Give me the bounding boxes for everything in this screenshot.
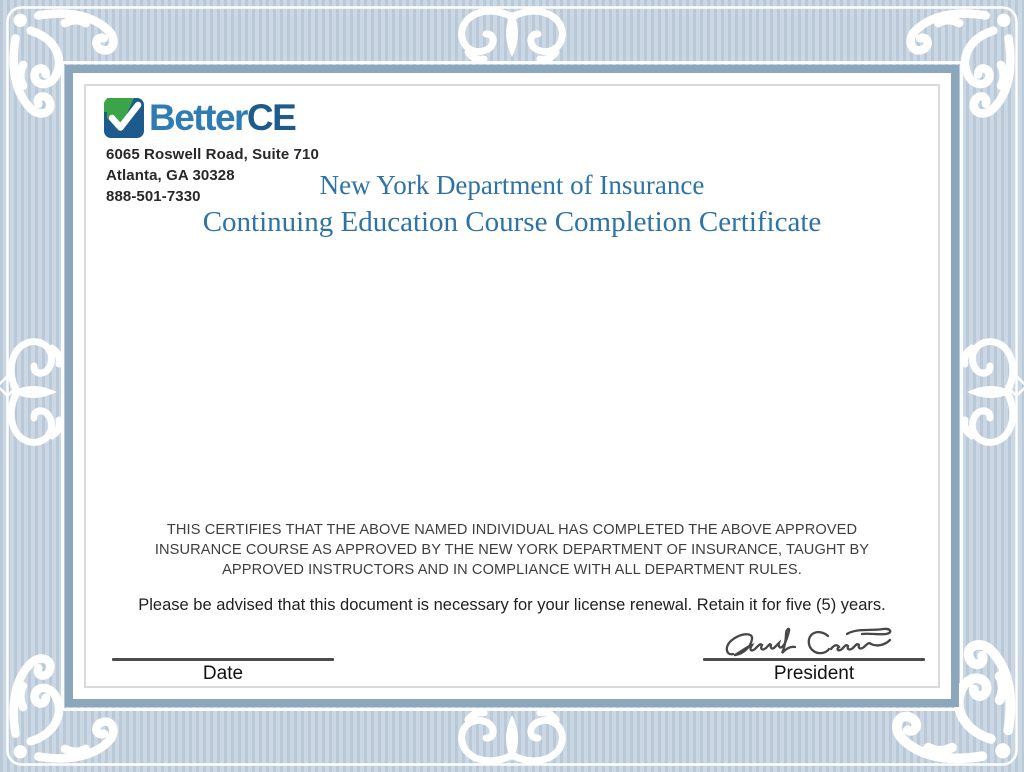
edge-ornament-icon: [11, 342, 59, 443]
edge-ornament-icon: [462, 713, 563, 761]
logo-word-better: Better: [149, 97, 247, 138]
edge-ornament-icon: [462, 11, 563, 59]
date-line: [112, 658, 334, 661]
title-line-1: New York Department of Insurance: [319, 170, 705, 200]
logo-checkmark-icon: [104, 98, 144, 138]
betterce-logo: [104, 98, 295, 138]
certification-statement: THIS CERTIFIES THAT THE ABOVE NAMED INDIVIDUAL HAS COMPLETED THE ABOVE APPROVED INSURANCE COURSE AS APPROVED BY THE NEW YORK DEPARTMENT OF INSURANCE, TAUGHT BY APPROVED INSTRUCTORS AND IN COMPLIANCE WITH ALL DEPARTMENT RULES.: [154, 522, 870, 578]
title-line-2: Continuing Education Course Completion Certificate: [202, 206, 822, 238]
address-phone: 888-501-7330: [106, 188, 201, 205]
retention-notice: Please be advised that this document is necessary for your license renewal. Retain it for five (5) years.: [138, 596, 886, 614]
address-city: Atlanta, GA 30328: [106, 167, 235, 184]
edge-ornament-icon: [965, 342, 1013, 443]
date-area: [112, 658, 334, 685]
president-area: [703, 658, 925, 685]
certificate-panel: [84, 84, 940, 688]
certificate-title: [86, 168, 938, 242]
logo-word-ce: CE: [246, 97, 296, 138]
address-street: 6065 Roswell Road, Suite 710: [106, 146, 319, 163]
president-label: President: [773, 663, 855, 684]
date-label: Date: [202, 663, 244, 684]
president-signature: [707, 623, 921, 663]
signature-line: [703, 658, 925, 661]
logo-wordmark: [149, 98, 295, 138]
